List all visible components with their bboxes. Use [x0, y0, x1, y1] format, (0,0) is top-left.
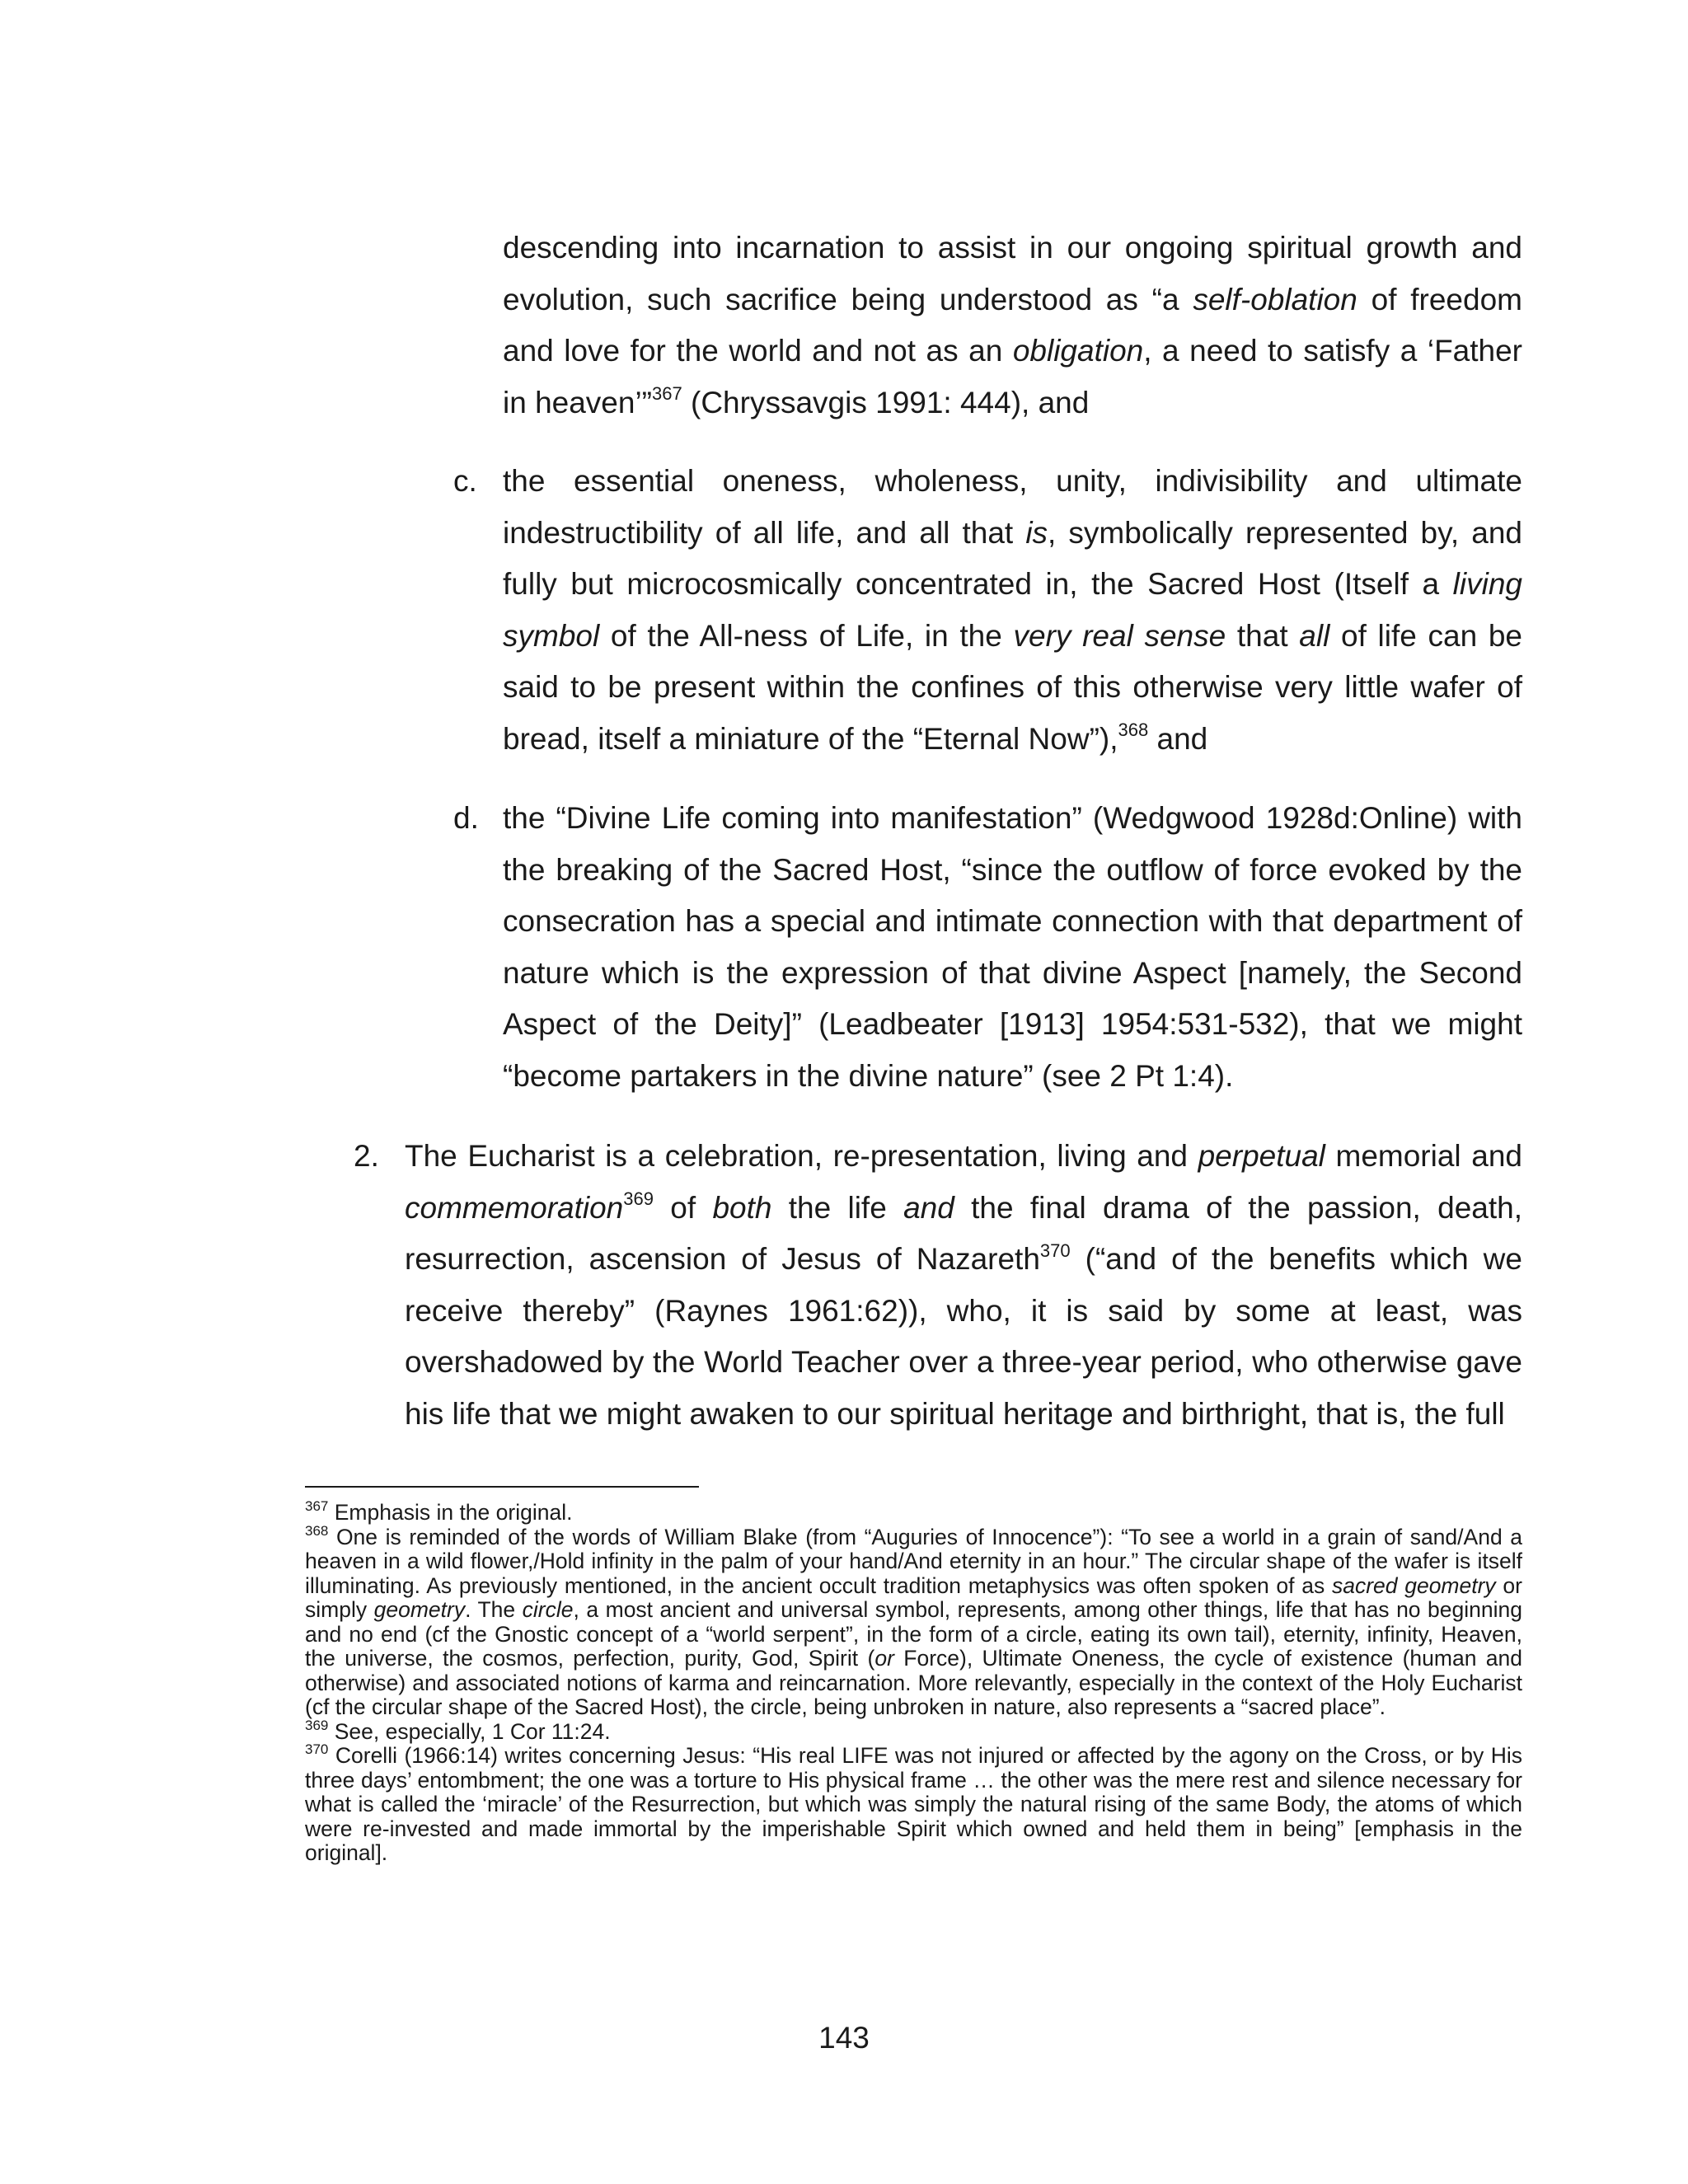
- footnote-reference: 368: [1118, 719, 1149, 741]
- text-run: Emphasis in the original.: [328, 1500, 573, 1525]
- emphasis: circle: [522, 1597, 574, 1622]
- text-run: of freedom and love for the world and not as an: [503, 282, 1522, 368]
- text-run: One is reminded of the words of William Blake (from “Auguries of Innocence”): “To see a world in a grain of sand/And a heaven in a wild flower,/Hold infinity in the palm of your hand/And eternity in an hour.” The circular shape of the wafer is itself illuminating. As previously mentioned, in the ancient occult tradition metaphysics was often spoken of as: [305, 1524, 1522, 1598]
- text-run: See, especially, 1 Cor 11:24.: [328, 1718, 611, 1744]
- emphasis: geometry: [373, 1597, 466, 1622]
- emphasis: or: [874, 1646, 894, 1671]
- text-run: the “Divine Life coming into manifestation” (Wedgwood 1928d:Online) with the breaking of the Sacred Host, “since the outflow of force evoked by the consecration has a special and intimate connection with that department of nature which is the expression of that divine Aspect [namely, the Second Aspect of the Deity]” (Leadbeater [1913] 1954:531-532), that we might “become partakers in the divine nature” (see 2 Pt 1:4).: [503, 801, 1522, 1093]
- footnote-370: [305, 1741, 1522, 1866]
- text-run: the final drama of the passion, death, resurrection, ascension of Jesus of Nazareth: [405, 1190, 1522, 1276]
- emphasis: commemoration: [405, 1190, 624, 1225]
- list-item-d: [453, 793, 1522, 1102]
- emphasis: perpetual: [1198, 1139, 1325, 1173]
- text-run: the life: [771, 1190, 904, 1225]
- footnote-reference: 369: [623, 1188, 654, 1210]
- text-run: Force), Ultimate Oneness, the cycle of existence (human and otherwise) and associated notions of karma and reincarnation. More relevantly, especially in the context of the Holy Eucharist (cf the circular shape of the Sacred Host), the circle, being unbroken in nature, also represents a “sacred place”.: [305, 1646, 1523, 1719]
- footnote-368: [305, 1522, 1523, 1720]
- list-item-text: [503, 456, 1522, 765]
- numbered-item-text: [405, 1131, 1522, 1440]
- text-run: or simply: [305, 1572, 1522, 1622]
- footnote-reference: 368: [305, 1522, 329, 1539]
- text-run: the essential oneness, wholeness, unity, indivisibility and ultimate indestructibility of all life, and all that: [503, 464, 1522, 550]
- footnote-reference: 367: [652, 383, 682, 405]
- list-item-c: [453, 456, 1522, 765]
- text-run: of life can be said to be present within the confines of this otherwise very little wafer of bread, itself a miniature of the “Eternal Now”),: [503, 618, 1522, 756]
- footnote-367: [305, 1498, 1522, 1526]
- text-run: The Eucharist is a celebration, re-presentation, living and: [405, 1139, 1198, 1173]
- text-run: descending into incarnation to assist in our ongoing spiritual growth and evolution, such sacrifice being understood as “a: [503, 231, 1522, 316]
- list-marker: 2.: [354, 1139, 379, 1173]
- text-run: (Chryssavgis 1991: 444), and: [682, 385, 1090, 419]
- list-marker: d.: [453, 801, 479, 835]
- text-run: that: [1226, 618, 1300, 653]
- footnote-reference: 367: [305, 1498, 329, 1515]
- text-run: (“and of the benefits which we receive thereby” (Raynes 1961:62)), who, it is said by some at least, was overshadowed by the World Teacher over a three-year period, who otherwise gave his life that we might awaken to our spiritual heritage and birthright, that is, the full: [405, 1242, 1522, 1431]
- emphasis: very real sense: [1013, 618, 1226, 653]
- footnote-reference: 370: [305, 1741, 329, 1758]
- text-run: , a most ancient and universal symbol, represents, among other things, life that has no beginning and no end (cf the Gnostic concept of a “world serpent”, in the form of a circle, eating its own tail), eternity, infinity, Heaven, the universe, the cosmos, perfection, purity, God, Spirit (: [305, 1597, 1522, 1671]
- footnote-reference: 370: [1039, 1240, 1071, 1261]
- emphasis: is: [1025, 515, 1048, 550]
- text-run: Corelli (1966:14) writes concerning Jesus: “His real LIFE was not injured or affected by the agony on the Cross, or by His three days’ entombment; the one was a torture to His physical frame … the other was the mere rest and silence necessary for what is called the ‘miracle’ of the Resurrection, but which was simply the natural rising of the same Body, the atoms of which were re-invested and made immortal by the imperishable Spirit which owned and held them in being” [emphasis in the original].: [305, 1743, 1522, 1865]
- text-run: and: [1148, 721, 1208, 756]
- footnote-369: [305, 1717, 1522, 1745]
- list-item-text: [503, 793, 1522, 1102]
- continuation-paragraph: [503, 223, 1522, 429]
- text-run: . The: [465, 1597, 523, 1622]
- emphasis: sacred geometry: [1331, 1572, 1496, 1598]
- emphasis: all: [1299, 618, 1330, 653]
- text-run: , symbolically represented by, and fully but microcosmically concentrated in, the Sacred Host (Itself a: [503, 515, 1522, 601]
- page-number: 143: [818, 2021, 870, 2055]
- text-run: of: [653, 1190, 713, 1225]
- emphasis: and: [903, 1190, 954, 1225]
- footnote-separator: [305, 1486, 699, 1488]
- footnotes: [305, 1498, 1523, 1866]
- emphasis: living symbol: [503, 567, 1522, 653]
- numbered-item-2: [354, 1131, 1522, 1440]
- emphasis: both: [712, 1190, 772, 1225]
- emphasis: self-oblation: [1193, 282, 1357, 316]
- emphasis: obligation: [1012, 334, 1144, 368]
- footnote-reference: 369: [305, 1717, 329, 1733]
- list-marker: c.: [453, 464, 477, 498]
- text-run: memorial and: [1325, 1139, 1522, 1173]
- text-run: , a need to satisfy a ‘Father in heaven’”: [503, 334, 1523, 419]
- text-run: of the All-ness of Life, in the: [599, 618, 1014, 653]
